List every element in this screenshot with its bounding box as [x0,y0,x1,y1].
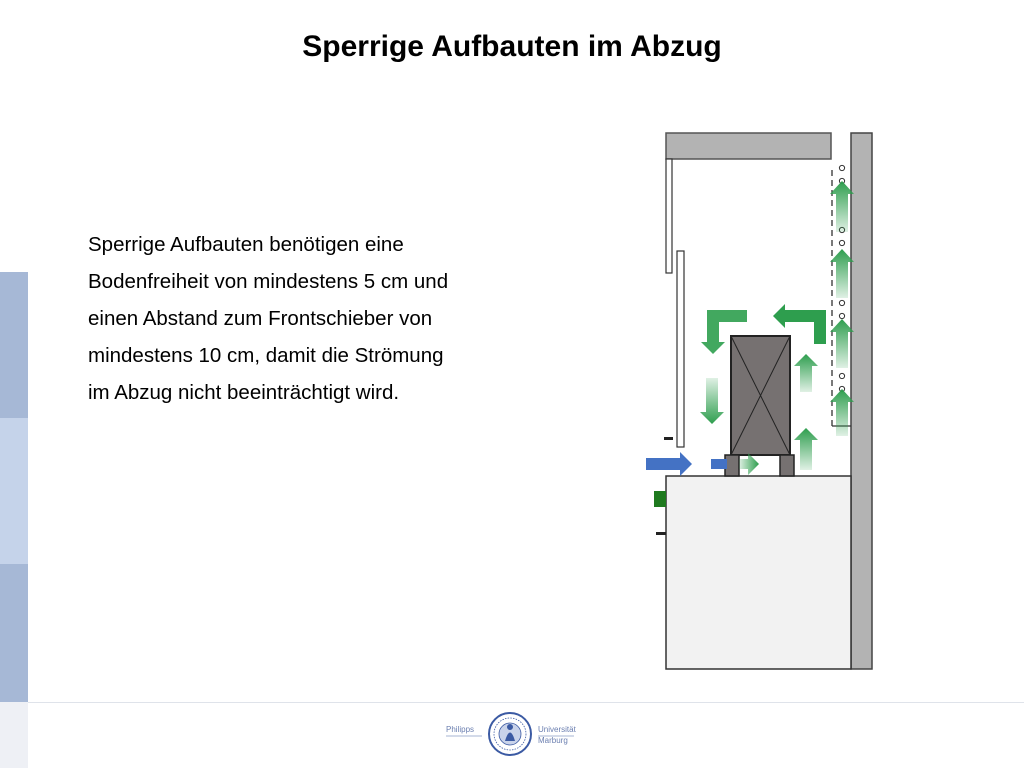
side-bar-segment-1 [0,272,28,418]
body-text [88,226,558,411]
body-line: einen Abstand zum Frontschieber von [88,307,433,330]
hood-back-wall [851,133,872,669]
equipment-foot-right [780,455,794,476]
equipment-foot-left [725,455,739,476]
inflow-arrow [646,452,692,476]
hood-top-panel [666,133,831,159]
university-logo [442,710,578,760]
body-line: Sperrige Aufbauten benötigen eine [88,233,404,256]
front-panel-upper [666,159,672,273]
floor-flow-arrow [739,453,759,475]
counter [666,476,851,669]
logo-text-philipps: Philipps [446,725,475,734]
fume-hood-diagram [630,120,890,680]
inflow-arrow-under-equipment [711,459,727,469]
flow-arrow-up-floor [794,428,818,470]
logo-text-marburg: Marburg [538,736,568,745]
body-line: im Abzug nicht beeinträchtigt wird. [88,381,400,404]
sash-marker-top [664,437,673,440]
flow-arrow-down [700,378,724,424]
counter-marker [656,532,666,535]
side-bar-segment-3 [0,564,28,702]
indicator-light [654,491,666,507]
side-bar-segment-2 [0,418,28,564]
footer-divider [28,702,1024,703]
logo-text-universitaet: Universität [538,725,576,734]
body-line: mindestens 10 cm, damit die Strömung [88,344,444,367]
slide-title: Sperrige Aufbauten im Abzug [302,30,722,63]
flow-arrow-up [794,354,818,392]
front-sash [677,251,684,447]
body-line: Bodenfreiheit von mindestens 5 cm und [88,270,449,293]
side-bar-segment-4 [0,702,28,768]
